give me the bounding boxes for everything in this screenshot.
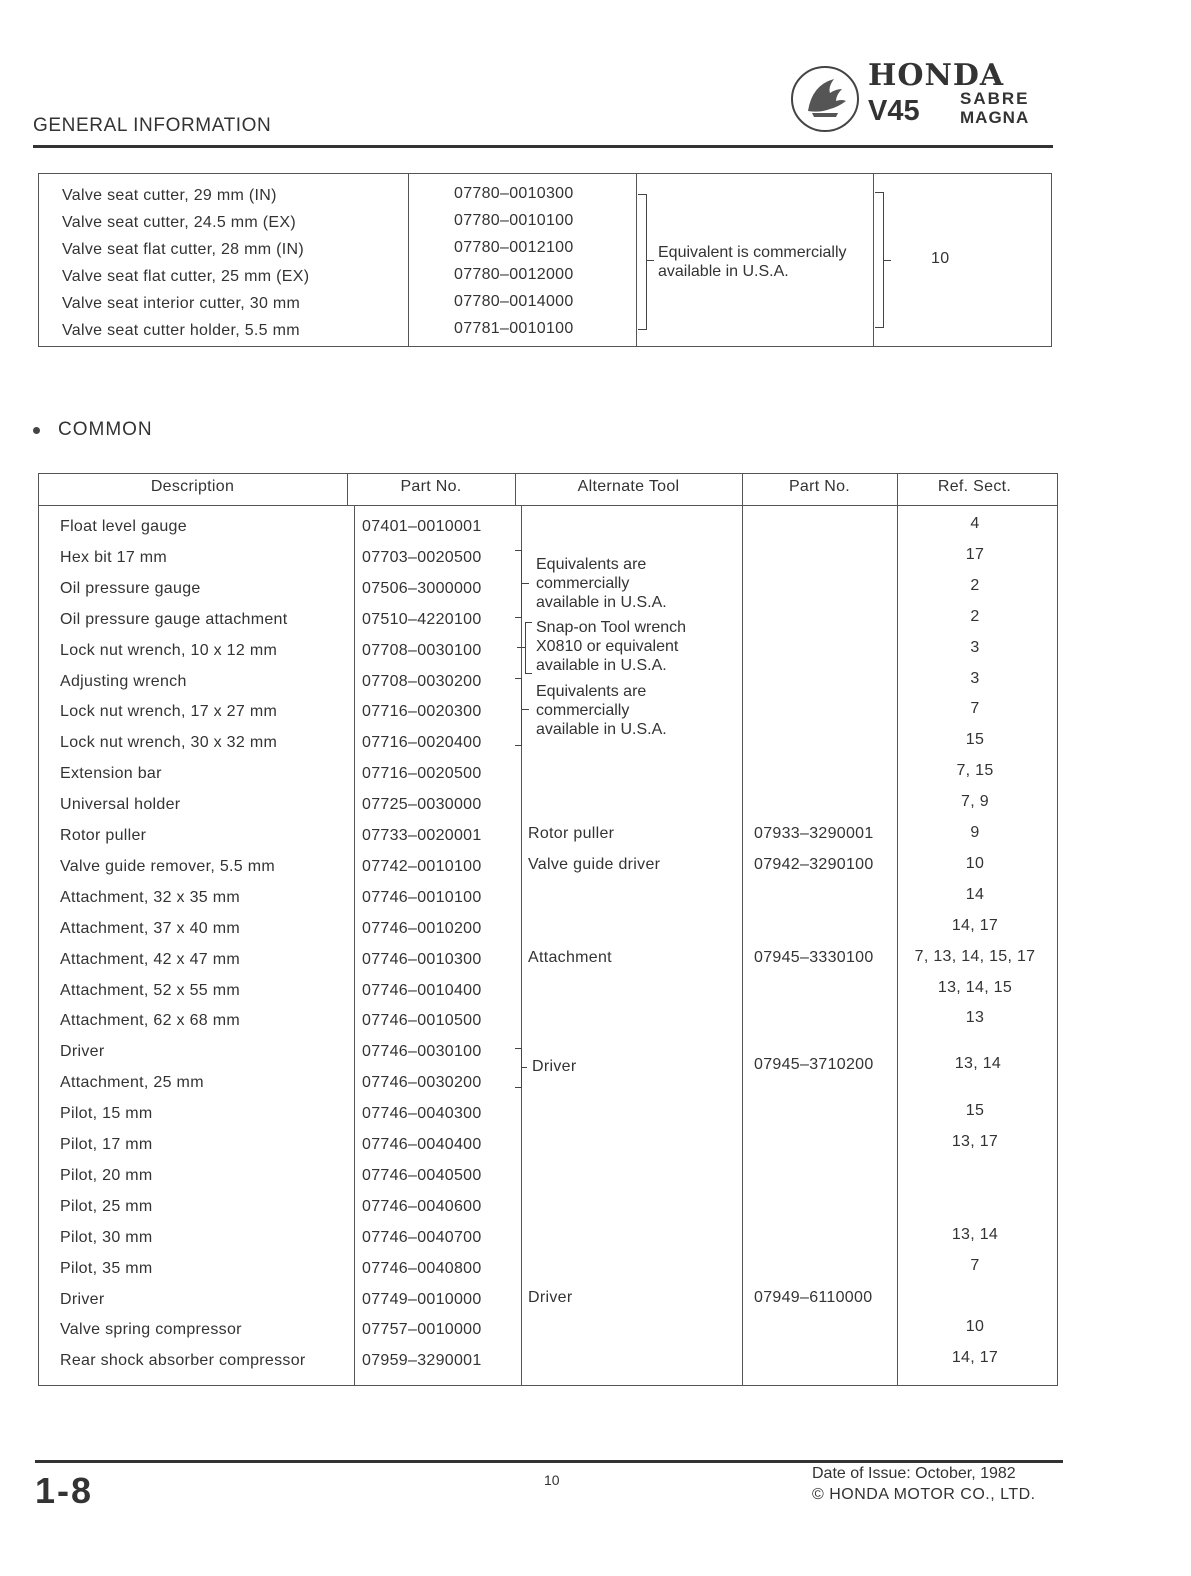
row-part-no: 07506–3000000 xyxy=(362,580,482,597)
row-alt-tool: Attachment xyxy=(528,949,612,966)
row-ref-sect: 10 xyxy=(965,855,985,872)
row-ref-sect: 2 xyxy=(970,608,980,625)
row-alt-part-no: 07942–3290100 xyxy=(754,856,874,873)
row-description: Attachment, 32 x 35 mm xyxy=(60,889,241,906)
bracket-tick xyxy=(521,583,529,584)
row-part-no: 07959–3290001 xyxy=(362,1352,482,1369)
row-part-no: 07510–4220100 xyxy=(362,611,482,628)
bullet-icon xyxy=(33,427,40,434)
row-part-no: 07716–0020500 xyxy=(362,765,482,782)
row-ref-sect: 7, 15 xyxy=(956,762,994,779)
row-alt-part-no: 07945–3330100 xyxy=(754,949,874,966)
header-description: Description xyxy=(150,478,235,495)
row-alt-tool: Valve guide driver xyxy=(528,856,661,873)
group-note-line: available in U.S.A. xyxy=(536,594,667,611)
center-page-number: 10 xyxy=(544,1472,560,1488)
top-row-part-no: 07780–0014000 xyxy=(454,293,574,310)
row-ref-sect: 13, 17 xyxy=(951,1133,999,1150)
row-description: Lock nut wrench, 17 x 27 mm xyxy=(60,703,278,720)
row-part-no: 07746–0040300 xyxy=(362,1105,482,1122)
bracket xyxy=(525,622,532,674)
group-alt-part-no: 07945–3710200 xyxy=(754,1056,874,1073)
row-part-no: 07716–0020300 xyxy=(362,703,482,720)
row-part-no: 07746–0040700 xyxy=(362,1229,482,1246)
row-part-no: 07746–0040400 xyxy=(362,1136,482,1153)
top-row-part-no: 07780–0012000 xyxy=(454,266,574,283)
top-row-part-no: 07780–0010100 xyxy=(454,212,574,229)
row-ref-sect: 14, 17 xyxy=(951,1349,999,1366)
bracket xyxy=(638,194,647,330)
row-ref-sect: 4 xyxy=(970,515,980,532)
column-divider xyxy=(354,505,355,1386)
group-note-line: Snap-on Tool wrench xyxy=(536,619,687,636)
row-part-no: 07746–0010200 xyxy=(362,920,482,937)
row-description: Pilot, 35 mm xyxy=(60,1260,153,1277)
row-description: Pilot, 20 mm xyxy=(60,1167,153,1184)
row-description: Attachment, 52 x 55 mm xyxy=(60,982,241,999)
row-part-no: 07708–0030100 xyxy=(362,642,482,659)
top-row-part-no: 07780–0012100 xyxy=(454,239,574,256)
row-alt-part-no: 07933–3290001 xyxy=(754,825,874,842)
row-description: Oil pressure gauge xyxy=(60,580,201,597)
issue-date: Date of Issue: October, 1982 xyxy=(812,1465,1016,1482)
top-row-description: Valve seat flat cutter, 25 mm (EX) xyxy=(62,268,310,285)
group-note-line: commercially xyxy=(536,575,630,592)
group-ref-sect: 13, 14 xyxy=(954,1055,1002,1072)
row-description: Adjusting wrench xyxy=(60,673,187,690)
row-alt-tool: Rotor puller xyxy=(528,825,615,842)
row-ref-sect: 13, 14, 15 xyxy=(937,979,1013,996)
row-part-no: 07746–0010400 xyxy=(362,982,482,999)
row-description: Attachment, 37 x 40 mm xyxy=(60,920,241,937)
row-ref-sect: 9 xyxy=(970,824,980,841)
row-description: Attachment, 42 x 47 mm xyxy=(60,951,241,968)
copyright: © HONDA MOTOR CO., LTD. xyxy=(812,1486,1036,1503)
row-part-no: 07746–0030200 xyxy=(362,1074,482,1091)
page-number: 1-8 xyxy=(35,1470,94,1511)
bracket-tick xyxy=(517,647,525,648)
row-part-no: 07746–0010500 xyxy=(362,1012,482,1029)
row-description: Valve guide remover, 5.5 mm xyxy=(60,858,276,875)
row-description: Pilot, 25 mm xyxy=(60,1198,153,1215)
row-description: Pilot, 17 mm xyxy=(60,1136,153,1153)
row-description: Lock nut wrench, 30 x 32 mm xyxy=(60,734,278,751)
bracket-tick xyxy=(521,1067,527,1068)
row-description: Extension bar xyxy=(60,765,162,782)
row-part-no: 07401–0010001 xyxy=(362,518,482,535)
row-ref-sect: 13, 14 xyxy=(951,1226,999,1243)
bracket-tick xyxy=(521,709,529,710)
group-alt-tool: Driver xyxy=(532,1058,577,1075)
row-ref-sect: 7, 9 xyxy=(961,793,989,810)
row-ref-sect: 2 xyxy=(970,577,980,594)
row-ref-sect: 7 xyxy=(970,1257,980,1274)
row-ref-sect: 3 xyxy=(970,639,980,656)
bracket-tick xyxy=(883,260,891,261)
section-title: GENERAL INFORMATION xyxy=(33,115,272,136)
row-description: Oil pressure gauge attachment xyxy=(60,611,288,628)
row-description: Universal holder xyxy=(60,796,181,813)
row-part-no: 07716–0020400 xyxy=(362,734,482,751)
bracket xyxy=(515,550,522,618)
row-part-no: 07742–0010100 xyxy=(362,858,482,875)
row-part-no: 07746–0010300 xyxy=(362,951,482,968)
row-description: Attachment, 62 x 68 mm xyxy=(60,1012,241,1029)
column-divider xyxy=(408,173,409,347)
row-description: Float level gauge xyxy=(60,518,187,535)
top-row-description: Valve seat cutter, 24.5 mm (EX) xyxy=(62,214,296,231)
row-description: Rotor puller xyxy=(60,827,147,844)
row-description: Lock nut wrench, 10 x 12 mm xyxy=(60,642,278,659)
row-part-no: 07703–0020500 xyxy=(362,549,482,566)
top-row-description: Valve seat interior cutter, 30 mm xyxy=(62,295,301,312)
header-separator xyxy=(38,505,1058,506)
column-divider xyxy=(873,173,874,347)
row-description: Rear shock absorber compressor xyxy=(60,1352,306,1369)
honda-wing-logo xyxy=(790,65,860,133)
bracket xyxy=(515,678,522,746)
row-ref-sect: 15 xyxy=(965,731,985,748)
top-row-part-no: 07781–0010100 xyxy=(454,320,574,337)
row-ref-sect: 3 xyxy=(970,670,980,687)
footer-rule xyxy=(35,1460,1063,1463)
group-note-line: available in U.S.A. xyxy=(536,721,667,738)
row-alt-part-no: 07949–6110000 xyxy=(754,1289,873,1306)
row-part-no: 07749–0010000 xyxy=(362,1291,482,1308)
header-rule xyxy=(33,145,1053,148)
row-ref-sect: 14 xyxy=(965,886,985,903)
row-description: Pilot, 15 mm xyxy=(60,1105,153,1122)
common-section-title: COMMON xyxy=(58,419,153,440)
column-divider xyxy=(897,473,898,1386)
brand-honda: HONDA xyxy=(868,58,1005,93)
row-description: Attachment, 25 mm xyxy=(60,1074,204,1091)
group-note-line: Equivalents are xyxy=(536,556,647,573)
top-ref-sect: 10 xyxy=(931,250,950,267)
row-ref-sect: 7 xyxy=(970,700,980,717)
group-note-line: available in U.S.A. xyxy=(536,657,667,674)
row-ref-sect: 13 xyxy=(965,1009,985,1026)
row-description: Hex bit 17 mm xyxy=(60,549,168,566)
row-ref-sect: 7, 13, 14, 15, 17 xyxy=(914,948,1036,965)
brand-variant-sabre: SABRE xyxy=(960,89,1030,108)
row-part-no: 07757–0010000 xyxy=(362,1321,482,1338)
header-alternate-tool: Alternate Tool xyxy=(577,478,680,495)
bracket xyxy=(515,1048,522,1088)
row-description: Driver xyxy=(60,1291,105,1308)
row-ref-sect: 14, 17 xyxy=(951,917,999,934)
row-description: Driver xyxy=(60,1043,105,1060)
row-part-no: 07746–0010100 xyxy=(362,889,482,906)
row-part-no: 07725–0030000 xyxy=(362,796,482,813)
group-note-line: Equivalents are xyxy=(536,683,647,700)
header-part-no: Part No. xyxy=(400,478,462,495)
alternate-note: Equivalent is commercially xyxy=(658,244,847,261)
row-alt-tool: Driver xyxy=(528,1289,573,1306)
header-alt-part-no: Part No. xyxy=(788,478,851,495)
row-part-no: 07746–0030100 xyxy=(362,1043,482,1060)
row-description: Valve spring compressor xyxy=(60,1321,242,1338)
alternate-note: available in U.S.A. xyxy=(658,263,789,280)
row-part-no: 07708–0030200 xyxy=(362,673,482,690)
row-description: Pilot, 30 mm xyxy=(60,1229,153,1246)
row-ref-sect: 10 xyxy=(965,1318,985,1335)
brand-model: V45 xyxy=(868,95,920,127)
row-part-no: 07746–0040600 xyxy=(362,1198,482,1215)
top-row-description: Valve seat cutter, 29 mm (IN) xyxy=(62,187,277,204)
top-row-part-no: 07780–0010300 xyxy=(454,185,574,202)
top-row-description: Valve seat cutter holder, 5.5 mm xyxy=(62,322,300,339)
row-part-no: 07746–0040500 xyxy=(362,1167,482,1184)
row-ref-sect: 17 xyxy=(965,546,985,563)
row-part-no: 07733–0020001 xyxy=(362,827,482,844)
row-ref-sect: 15 xyxy=(965,1102,985,1119)
row-part-no: 07746–0040800 xyxy=(362,1260,482,1277)
bracket-tick xyxy=(646,260,654,261)
column-divider xyxy=(636,173,637,347)
top-row-description: Valve seat flat cutter, 28 mm (IN) xyxy=(62,241,304,258)
group-note-line: commercially xyxy=(536,702,630,719)
group-note-line: X0810 or equivalent xyxy=(536,638,679,655)
brand-variant-magna: MAGNA xyxy=(960,108,1030,127)
column-divider xyxy=(742,473,743,1386)
header-ref-sect: Ref. Sect. xyxy=(937,478,1012,495)
column-divider xyxy=(521,505,522,1386)
